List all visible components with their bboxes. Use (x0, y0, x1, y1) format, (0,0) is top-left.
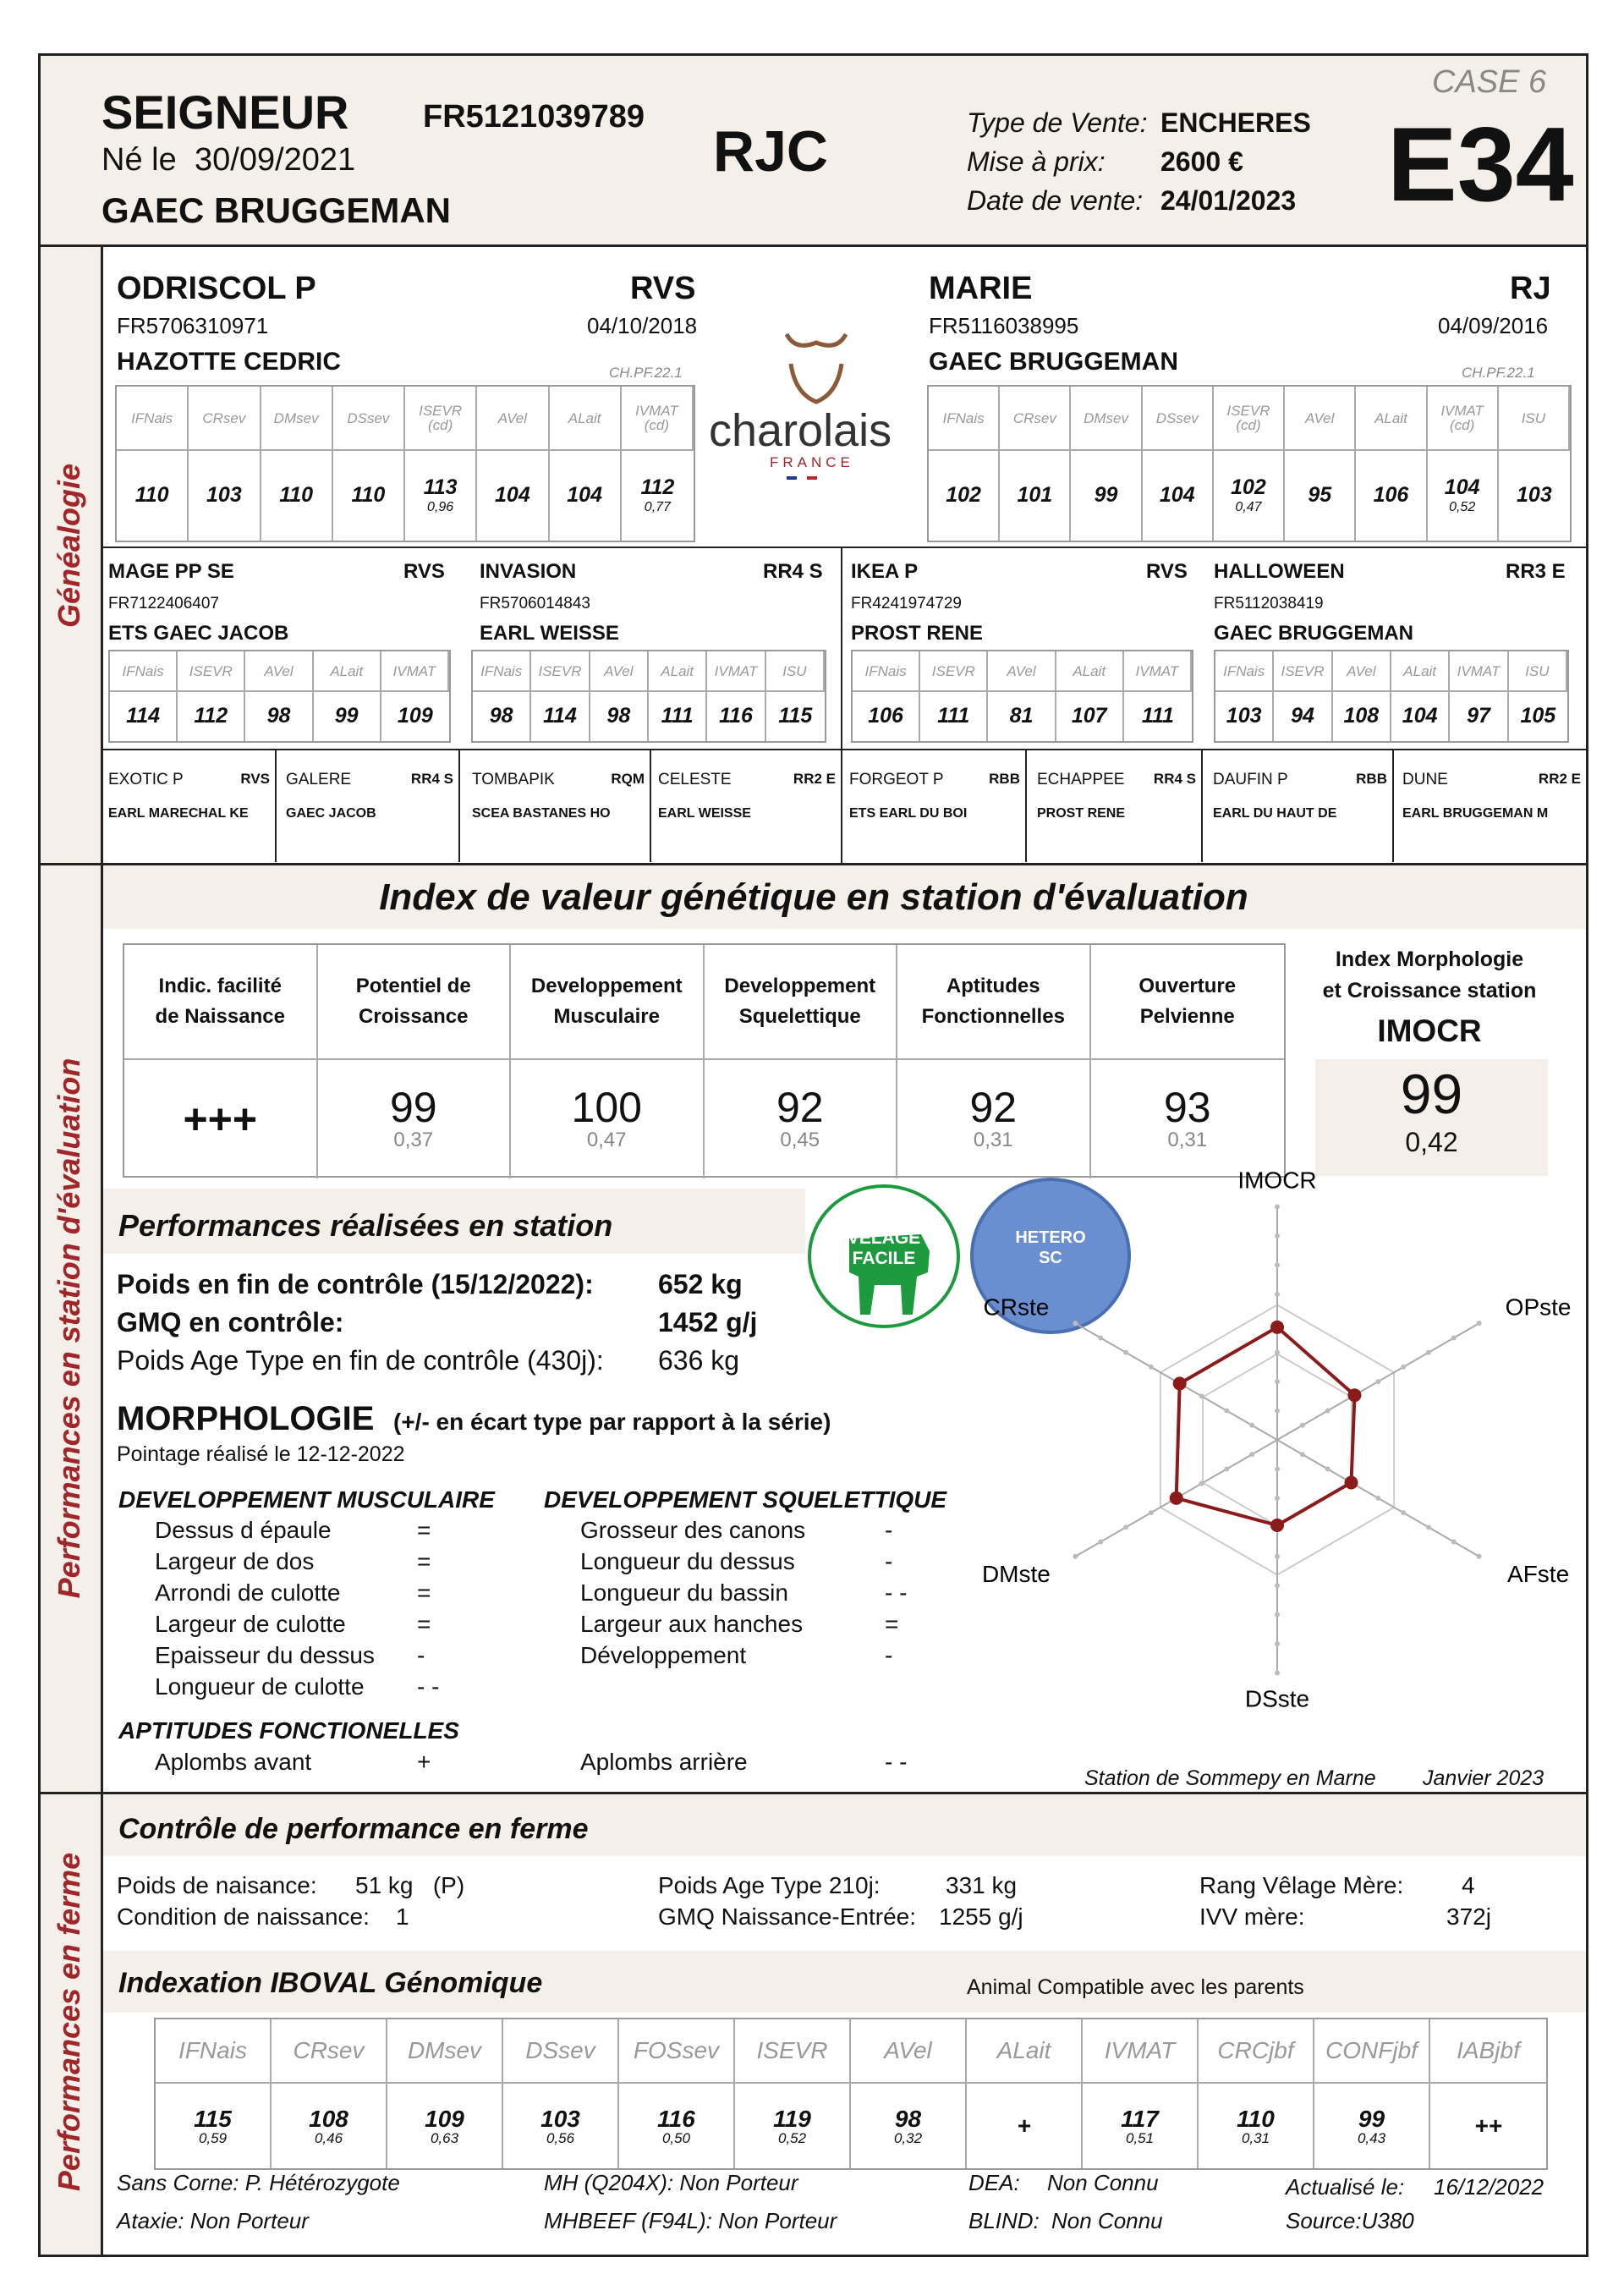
radar-tick (1224, 1466, 1229, 1471)
source: Source:U380 (1286, 2208, 1414, 2233)
gp2-owner: EARL WEISSE (480, 622, 619, 645)
radar-tick (1401, 1365, 1406, 1370)
value-cell: 111 (920, 692, 988, 741)
radar-chart (956, 1167, 1599, 1751)
radar-point (1347, 1388, 1361, 1402)
radar-axis-label: DSste (1244, 1685, 1310, 1712)
radar-tick (1224, 1409, 1229, 1414)
flag-icon (787, 476, 817, 480)
value-cell: 99 (1071, 451, 1142, 541)
radar-tick (1275, 1671, 1280, 1676)
birth-date: 30/09/2021 (195, 142, 356, 178)
ds-list: Grosseur des canons - Longueur du dessus - Longueur du bassin - - Largeur aux hanches = Développement - (580, 1517, 908, 1668)
header-cell: Ouverture Pelvienne (1091, 945, 1285, 1060)
af-title: APTITUDES FONCTIONELLES (118, 1717, 459, 1744)
value-cell: 98 (473, 692, 531, 741)
gp4-name: HALLOWEEN (1214, 560, 1345, 583)
radar-tick (1426, 1350, 1431, 1355)
value-cell: 102 0,47 (1214, 451, 1285, 541)
value-cell: 100 0,47 (511, 1060, 705, 1178)
header-cell: CRCjbf (1199, 2019, 1314, 2084)
animal-name: SEIGNEUR (102, 85, 349, 139)
dm-title: DEVELOPPEMENT MUSCULAIRE (118, 1486, 495, 1513)
header-cell: Developpement Musculaire (511, 945, 705, 1060)
header-cell: IVMAT (1083, 2019, 1199, 2084)
value-cell: 119 0,52 (735, 2084, 851, 2168)
value-cell: 110 (333, 451, 405, 541)
charolais-logo-icon (770, 317, 863, 410)
station-index-table (123, 943, 1286, 1178)
radar-tick (1073, 1554, 1078, 1559)
value-cell: 104 (1391, 692, 1450, 741)
station-title: Index de valeur génétique en station d'évaluation (379, 876, 1248, 918)
header-cell: ALait (1056, 651, 1124, 692)
radar-tick (1275, 1350, 1280, 1355)
gp2-id: FR5706014843 (480, 595, 590, 612)
pointage: Pointage réalisé le 12-12-2022 (117, 1442, 405, 1466)
station-name: Station de Sommepy en Marne (1084, 1766, 1376, 1790)
price-label: Mise à prix: (967, 146, 1106, 177)
imocr-title: IMOCR (1377, 1013, 1482, 1048)
value-cell: 108 (1333, 692, 1391, 741)
header-cell: IVMAT (381, 651, 449, 692)
header-cell: ISEVR (cd) (405, 387, 477, 451)
value-cell: 110 (117, 451, 189, 541)
value-cell: 109 (398, 704, 433, 728)
value-cell: 109 0,63 (387, 2084, 503, 2168)
header-cell: IFNais (117, 387, 189, 451)
value-cell: 114 (531, 692, 590, 741)
cond-value: 1 (396, 1903, 409, 1930)
pat210-label: Poids Age Type 210j: (658, 1872, 881, 1898)
gp4-id: FR5112038419 (1214, 595, 1324, 612)
poids-naiss-value: 51 kg (P) (355, 1872, 465, 1898)
value-cell: 107 (1056, 692, 1124, 741)
radar-tick (1300, 1423, 1305, 1428)
header-cell: AVel (1285, 387, 1356, 451)
radar-tick (1098, 1335, 1103, 1340)
radar-point (1270, 1519, 1284, 1532)
header-cell: IFNais (473, 651, 531, 692)
radar-tick (1401, 1510, 1406, 1515)
header-cell: IFNais (110, 651, 178, 692)
sire-name: ODRISCOL P (117, 271, 316, 306)
radar-point (1173, 1376, 1187, 1390)
header-cell: CONFjbf (1314, 2019, 1430, 2084)
header-cell: DMsev (261, 387, 333, 451)
ggp-3: TOMBAPIK RQM SCEA BASTANES HO (467, 750, 651, 862)
radar-tick (1375, 1379, 1380, 1384)
ivv-label: IVV mère: (1199, 1903, 1305, 1930)
dam-id: FR5116038995 (929, 313, 1079, 338)
ibo-title: Indexation IBOVAL Génomique (118, 1967, 543, 1999)
gp2-name: INVASION (480, 560, 577, 583)
gp4-qualif: RR3 E (1506, 560, 1566, 583)
header-cell: DSsev (333, 387, 405, 451)
poids-value: 652 kg (658, 1269, 743, 1299)
header-cell: FOSsev (619, 2019, 735, 2084)
radar-tick (1325, 1466, 1330, 1471)
sire-qualif: RVS (630, 271, 696, 306)
header-cell: IFNais (1215, 651, 1274, 692)
sale-date-label: Date de vente: (967, 185, 1144, 216)
sale-date: 24/01/2023 (1160, 185, 1297, 216)
ferme-title: Contrôle de performance en ferme (118, 1813, 589, 1845)
value-cell: 81 (988, 692, 1056, 741)
sans-corne: Sans Corne: P. Hétérozygote (117, 2170, 400, 2195)
velage-facile-badge (808, 1184, 960, 1328)
header-cell: IVMAT (707, 651, 765, 692)
radar-point (1344, 1476, 1358, 1490)
qualification: RJC (713, 119, 829, 184)
value-cell: 104 0,52 (1428, 451, 1499, 541)
gp3-qualif: RVS (1146, 560, 1188, 583)
header-cell: ALait (967, 2019, 1083, 2084)
value-cell: 108 0,46 (272, 2084, 387, 2168)
radar-tick (1451, 1540, 1457, 1545)
value-cell: 116 (707, 692, 765, 741)
radar-tick (1426, 1524, 1431, 1530)
value-cell: 97 (1450, 692, 1508, 741)
lot-number: E34 (1387, 107, 1574, 223)
pat-label: Poids Age Type en fin de contrôle (430j): (117, 1345, 604, 1376)
header-cell: ALait (1391, 651, 1450, 692)
value-cell: 101 (1000, 451, 1071, 541)
gp1-qualif: RVS (403, 560, 445, 583)
sale-type: ENCHERES (1160, 107, 1311, 138)
header-cell: ALait (314, 651, 381, 692)
radar-tick (1275, 1379, 1280, 1384)
header-cell: CRsev (1000, 387, 1071, 451)
header-cell: ALait (649, 651, 707, 692)
header-cell: Developpement Squelettique (705, 945, 898, 1060)
sire-index-table (115, 385, 695, 542)
birth-label: Né le (102, 142, 177, 178)
radar-tick (1375, 1496, 1380, 1501)
radar-axis-label: DMste (981, 1560, 1051, 1587)
radar-tick (1149, 1510, 1154, 1515)
station-side-line (101, 865, 103, 1792)
header-cell: ISEVR (1274, 651, 1332, 692)
dam-index-table (927, 385, 1572, 542)
sire-code: CH.PF.22.1 (609, 365, 683, 381)
header-cell: ISU (1509, 651, 1567, 692)
radar-axis-label: CRste (983, 1294, 1050, 1321)
radar-tick (1275, 1409, 1280, 1414)
radar-tick (1300, 1452, 1305, 1457)
pat-value: 636 kg (658, 1345, 740, 1376)
rang-value: 4 (1462, 1872, 1475, 1898)
imocr-value: 99 (1400, 1063, 1463, 1125)
gp4-index-table (1214, 650, 1569, 743)
dam-owner: GAEC BRUGGEMAN (929, 348, 1179, 376)
pat210-value: 331 kg (946, 1872, 1018, 1898)
gp3-index-table (851, 650, 1193, 743)
value-cell: 99 (314, 692, 381, 741)
header-cell: IFNais (853, 651, 920, 692)
radar-tick (1275, 1583, 1280, 1588)
value-cell: 94 (1274, 692, 1332, 741)
station-date: Janvier 2023 (1423, 1766, 1544, 1790)
ataxie: Ataxie: Non Porteur (117, 2208, 309, 2233)
sale-type-label: Type de Vente: (967, 107, 1148, 138)
sire-id: FR5706310971 (117, 313, 269, 338)
radar-tick (1325, 1409, 1330, 1414)
value-cell: 98 (245, 692, 313, 741)
breeder: GAEC BRUGGEMAN (102, 190, 452, 230)
radar-tick (1477, 1554, 1482, 1559)
rang-label: Rang Vêlage Mère: (1199, 1872, 1404, 1898)
gp4-owner: GAEC BRUGGEMAN (1214, 622, 1414, 645)
price: 2600 € (1160, 146, 1243, 177)
radar-axis-label: AFste (1507, 1560, 1570, 1587)
value-cell: + (967, 2084, 1083, 2168)
header-cell: AVel (851, 2019, 967, 2084)
value-cell: 104 (1143, 451, 1214, 541)
radar-tick (1073, 1321, 1078, 1326)
value-cell: 103 0,56 (503, 2084, 619, 2168)
header-cell: ISEVR (735, 2019, 851, 2084)
radar-tick (1275, 1262, 1280, 1267)
dm-list: Dessus d épaule = Largeur de dos = Arrondi de culotte = Largeur de culotte = Epaisseur du dessus - Longueur de culotte - - (155, 1517, 440, 1700)
logo-sub: FRANCE (770, 454, 854, 470)
value-cell: 114 (110, 692, 178, 741)
radar-tick (1275, 1641, 1280, 1646)
af-item-1: Aplombs avant + (155, 1749, 431, 1775)
value-cell: 98 0,32 (851, 2084, 967, 2168)
header-cell: ISEVR (cd) (1214, 387, 1285, 451)
value-cell: 104 (550, 451, 622, 541)
header-cell: ALait (550, 387, 622, 451)
gmq-label: GMQ en contrôle: (117, 1307, 344, 1338)
blind-label: BLIND: (968, 2208, 1040, 2233)
header-cell: AVel (477, 387, 549, 451)
morph-subtitle: (+/- en écart type par rapport à la série) (393, 1409, 831, 1435)
dam-name: MARIE (929, 271, 1033, 306)
value-cell: 99 0,43 (1314, 2084, 1430, 2168)
radar-tick (1123, 1350, 1128, 1355)
ggp-2: GALERE RR4 S GAEC JACOB (281, 750, 460, 862)
value-cell: 111 (1141, 704, 1174, 728)
gp1-name: MAGE PP SE (108, 560, 234, 583)
imocr-label-2: et Croissance station (1322, 979, 1537, 1002)
header-cell: ISEVR (531, 651, 590, 692)
morph-title: MORPHOLOGIE (117, 1400, 375, 1437)
radar-tick (1199, 1481, 1204, 1486)
radar-point (1170, 1491, 1183, 1505)
ds-title: DEVELOPPEMENT SQUELETTIQUE (544, 1486, 947, 1513)
hetero-label-1: HETERO (1015, 1228, 1086, 1247)
dea-label: DEA: (968, 2170, 1020, 2195)
value-cell: 95 (1285, 451, 1356, 541)
velage-label-1: VELAGE (847, 1228, 921, 1248)
ggp-6: ECHAPPEE RR4 S PROST RENE (1032, 750, 1203, 862)
gmq-naiss-label: GMQ Naissance-Entrée: (658, 1903, 916, 1930)
header-cell: DSsev (1143, 387, 1214, 451)
cond-label: Condition de naissance: (117, 1903, 370, 1930)
mh: MH (Q204X): Non Porteur (544, 2170, 798, 2195)
poids-naiss-label: Poids de naisance: (117, 1872, 317, 1898)
value-cell: 105 (1520, 704, 1556, 728)
sire-date: 04/10/2018 (587, 313, 698, 338)
radar-tick (1275, 1466, 1280, 1471)
value-cell: ++ (1474, 2112, 1502, 2139)
radar-axis-label: IMOCR (1237, 1167, 1317, 1194)
radar-tick (1249, 1423, 1254, 1428)
gp1-index-table (108, 650, 451, 743)
radar-axis-label: OPste (1505, 1294, 1572, 1321)
value-cell: 103 (189, 451, 261, 541)
value-cell: 112 (178, 692, 245, 741)
station-section-title: Performances en station d'évaluation (52, 1057, 86, 1599)
radar-tick (1249, 1452, 1254, 1457)
ferme-section-title: Performances en ferme (52, 1852, 86, 2192)
gp3-owner: PROST RENE (851, 622, 984, 645)
actu-value: 16/12/2022 (1434, 2174, 1544, 2200)
header-cell: CRsev (189, 387, 261, 451)
header-cell: IVMAT (1450, 651, 1508, 692)
radar-tick (1275, 1612, 1280, 1618)
value-cell: +++ (124, 1060, 318, 1178)
iboval-table (154, 2018, 1548, 2170)
header-cell: IABjbf (1430, 2019, 1546, 2084)
header-cell: DMsev (1071, 387, 1142, 451)
blind-value: Non Connu (1051, 2208, 1163, 2233)
value-cell: 111 (649, 692, 707, 741)
value-cell: 104 (477, 451, 549, 541)
header-cell: DSsev (503, 2019, 619, 2084)
radar-tick (1275, 1554, 1280, 1559)
value-cell: 103 (1215, 692, 1274, 741)
value-cell: 99 0,37 (318, 1060, 512, 1178)
hetero-label-2: SC (1039, 1249, 1062, 1267)
value-cell: 112 0,77 (640, 475, 675, 514)
ggp-5: FORGEOT P RBB ETS EARL DU BOI (844, 750, 1027, 862)
radar-tick (1149, 1365, 1154, 1370)
velage-label-2: FACILE (852, 1249, 916, 1268)
radar-tick (1123, 1524, 1128, 1530)
mhbeef: MHBEEF (F94L): Non Porteur (544, 2208, 837, 2233)
dam-qualif: RJ (1510, 271, 1551, 306)
perf-title: Performances réalisées en station (118, 1208, 613, 1243)
header-cell: Indic. facilité de Naissance (124, 945, 318, 1060)
ferme-side-line (101, 1794, 103, 2255)
header-cell: ISEVR (178, 651, 245, 692)
header-cell: CRsev (272, 2019, 387, 2084)
header-cell: IFNais (929, 387, 1000, 451)
case-number: CASE 6 (1432, 64, 1547, 100)
value-cell: 115 (778, 704, 813, 728)
header-cell: DMsev (387, 2019, 503, 2084)
animal-id: FR5121039789 (423, 99, 645, 135)
gmq-naiss-value: 1255 g/j (939, 1903, 1023, 1930)
ggp-4: CELESTE RR2 E EARL WEISSE (658, 771, 836, 821)
compat-note: Animal Compatible avec les parents (967, 1975, 1304, 1999)
header-cell: AVel (245, 651, 313, 692)
gmq-value: 1452 g/j (658, 1307, 758, 1338)
header-cell: ISU (766, 651, 825, 692)
radar-tick (1199, 1393, 1204, 1398)
gp2-index-table (471, 650, 826, 743)
radar-tick (1275, 1292, 1280, 1297)
genealogy-title: Généalogie (52, 463, 86, 629)
value-cell: 106 (853, 692, 920, 741)
radar-tick (1275, 1233, 1280, 1239)
sire-owner: HAZOTTE CEDRIC (117, 348, 341, 376)
radar-tick (1275, 1496, 1280, 1501)
radar-point (1270, 1321, 1284, 1334)
header-cell: AVel (590, 651, 649, 692)
header-cell: Potentiel de Croissance (318, 945, 512, 1060)
value-cell: 102 (929, 451, 1000, 541)
header-cell: IVMAT (cd) (622, 387, 694, 451)
value-cell: 92 0,45 (705, 1060, 898, 1178)
dam-code: CH.PF.22.1 (1462, 365, 1535, 381)
header-cell: IVMAT (cd) (1428, 387, 1499, 451)
radar-tick (1275, 1205, 1280, 1210)
gp3-id: FR4241974729 (851, 595, 962, 612)
value-cell: 98 (590, 692, 649, 741)
radar-tick (1477, 1321, 1482, 1326)
value-cell: 103 (1517, 483, 1552, 508)
header-cell: IVMAT (1124, 651, 1192, 692)
logo-word: charolais (709, 405, 892, 456)
imocr-label-1: Index Morphologie (1335, 948, 1524, 971)
header-cell: AVel (988, 651, 1056, 692)
dea-value: Non Connu (1047, 2170, 1159, 2195)
value-cell: 93 0,31 (1163, 1084, 1211, 1151)
ggp-8: DUNE RR2 E EARL BRUGGEMAN M (1402, 771, 1581, 821)
divider (38, 244, 1588, 247)
gp1-id: FR7122406407 (108, 595, 219, 612)
gp1-owner: ETS GAEC JACOB (108, 622, 289, 645)
ivv-value: 372j (1446, 1903, 1491, 1930)
value-cell: 110 (261, 451, 333, 541)
header-cell: ALait (1356, 387, 1427, 451)
ggp-7: DAUFIN P RBB EARL DU HAUT DE (1208, 750, 1394, 862)
poids-label: Poids en fin de contrôle (15/12/2022): (117, 1269, 594, 1299)
header-cell: ISU (1499, 387, 1570, 451)
dam-date: 04/09/2016 (1438, 313, 1549, 338)
header-cell: IFNais (156, 2019, 272, 2084)
value-cell: 106 (1356, 451, 1427, 541)
divider (102, 547, 1588, 548)
radar-tick (1098, 1540, 1103, 1545)
value-cell: 92 0,31 (897, 1060, 1091, 1178)
ggp-1: EXOTIC P RVS EARL MARECHAL KE (103, 750, 277, 862)
header-cell: AVel (1333, 651, 1391, 692)
header-cell: ISEVR (920, 651, 988, 692)
value-cell: 113 0,96 (405, 451, 477, 541)
value-cell: 116 0,50 (619, 2084, 735, 2168)
radar-tick (1451, 1335, 1457, 1340)
actu-label: Actualisé le: (1286, 2174, 1405, 2200)
header-cell: Aptitudes Fonctionnelles (897, 945, 1091, 1060)
value-cell: 115 0,59 (156, 2084, 272, 2168)
gp3-name: IKEA P (851, 560, 919, 583)
value-cell: 117 0,51 (1083, 2084, 1199, 2168)
imocr-sub: 0,42 (1405, 1127, 1458, 1157)
value-cell: 110 0,31 (1199, 2084, 1314, 2168)
af-item-2: Aplombs arrière - - (580, 1749, 908, 1775)
gp2-qualif: RR4 S (763, 560, 823, 583)
